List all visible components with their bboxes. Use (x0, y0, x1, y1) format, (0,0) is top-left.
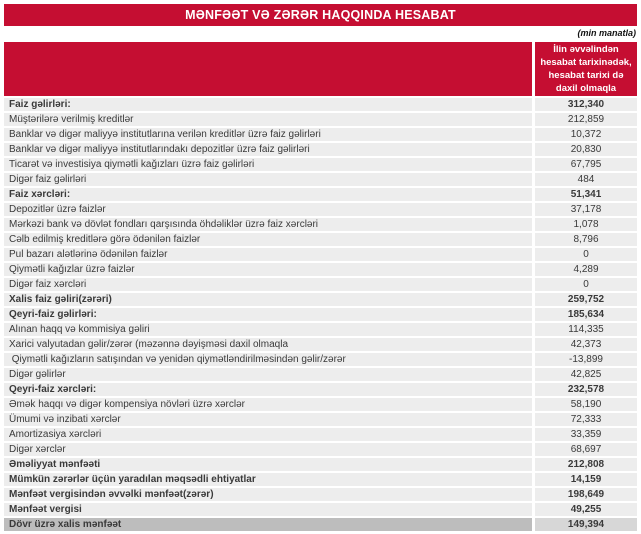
row-value: 484 (535, 173, 637, 186)
row-value: 8,796 (535, 233, 637, 246)
row-label: Qiymətli kağızların satışından və yenidən qiymətləndirilməsindən gəlir/zərər (4, 353, 532, 366)
table-row (4, 353, 637, 366)
row-value: 198,649 (535, 488, 637, 501)
row-label: Xarici valyutadan gəlir/zərər (məzənnə dəyişməsi daxil olmaqla (4, 338, 532, 351)
row-value: 20,830 (535, 143, 637, 156)
row-label: Qeyri-faiz gəlirləri: (4, 308, 532, 321)
row-value: 14,159 (535, 473, 637, 486)
row-value: -13,899 (535, 353, 637, 366)
row-label: Banklar və digər maliyyə institutlarına verilən kreditlər üzrə faiz gəlirləri (4, 128, 532, 141)
table-row (4, 263, 637, 276)
row-label: Digər faiz xərcləri (4, 278, 532, 291)
row-value: 42,825 (535, 368, 637, 381)
report-title-bar (4, 4, 637, 26)
table-row (4, 428, 637, 441)
row-label: Mənfəət vergisi (4, 503, 532, 516)
row-value: 67,795 (535, 158, 637, 171)
row-label: Mənfəət vergisindən əvvəlki mənfəət(zərər) (4, 488, 532, 501)
table-row (4, 323, 637, 336)
table-row (4, 308, 637, 321)
row-value: 58,190 (535, 398, 637, 411)
row-value: 312,340 (535, 98, 637, 111)
table-row (4, 398, 637, 411)
table-row (4, 413, 637, 426)
table-row (4, 143, 637, 156)
table-row (4, 383, 637, 396)
row-label: Cəlb edilmiş kreditlərə görə ödənilən faizlər (4, 233, 532, 246)
table-row (4, 218, 637, 231)
row-value: 37,178 (535, 203, 637, 216)
row-label: Digər xərclər (4, 443, 532, 456)
table-header-row (4, 42, 637, 96)
table-row (4, 278, 637, 291)
row-value: 212,859 (535, 113, 637, 126)
row-label: Ticarət və investisiya qiymətli kağızları üzrə faiz gəlirləri (4, 158, 532, 171)
unit-note: (min manatla) (577, 28, 636, 38)
table-row (4, 128, 637, 141)
page-title: MƏNFƏƏT VƏ ZƏRƏR HAQQINDA HESABAT (185, 8, 456, 22)
row-value: 0 (535, 278, 637, 291)
table-row (4, 518, 637, 531)
report-table (4, 42, 637, 533)
row-label: Müştərilərə verilmiş kreditlər (4, 113, 532, 126)
table-row (4, 338, 637, 351)
row-label: Digər faiz gəlirləri (4, 173, 532, 186)
row-label: Mümkün zərərlər üçün yaradılan məqsədli ehtiyatlar (4, 473, 532, 486)
row-label: Qiymətli kağızlar üzrə faizlər (4, 263, 532, 276)
row-label: Banklar və digər maliyyə institutlarındakı depozitlər üzrə faiz gəlirləri (4, 143, 532, 156)
table-row (4, 368, 637, 381)
header-value-cell: İlin əvvəlindən hesabat tarixinədək, hesabat tarixi də daxil olmaqla (535, 42, 637, 96)
row-label: Faiz xərcləri: (4, 188, 532, 201)
row-label: Pul bazarı alətlərinə ödənilən faizlər (4, 248, 532, 261)
table-row (4, 473, 637, 486)
row-value: 212,808 (535, 458, 637, 471)
row-label: Amortizasiya xərcləri (4, 428, 532, 441)
row-label: Xalis faiz gəliri(zərəri) (4, 293, 532, 306)
row-label: Qeyri-faiz xərcləri: (4, 383, 532, 396)
row-value: 42,373 (535, 338, 637, 351)
row-value: 51,341 (535, 188, 637, 201)
row-value: 185,634 (535, 308, 637, 321)
row-value: 259,752 (535, 293, 637, 306)
row-value: 114,335 (535, 323, 637, 336)
row-label: Depozitlər üzrə faizlər (4, 203, 532, 216)
row-label: Ümumi və inzibati xərclər (4, 413, 532, 426)
table-row (4, 113, 637, 126)
table-row (4, 233, 637, 246)
table-row (4, 203, 637, 216)
table-rows (4, 98, 637, 531)
table-row (4, 458, 637, 471)
row-value: 1,078 (535, 218, 637, 231)
table-row (4, 488, 637, 501)
row-label: Digər gəlirlər (4, 368, 532, 381)
row-value: 33,359 (535, 428, 637, 441)
row-label: Əmək haqqı və digər kompensiya növləri üzrə xərclər (4, 398, 532, 411)
row-value: 72,333 (535, 413, 637, 426)
table-row (4, 188, 637, 201)
row-value: 0 (535, 248, 637, 261)
row-label: Faiz gəlirləri: (4, 98, 532, 111)
row-value: 68,697 (535, 443, 637, 456)
header-label-cell (4, 42, 532, 96)
row-value: 4,289 (535, 263, 637, 276)
table-row (4, 443, 637, 456)
table-row (4, 248, 637, 261)
table-row (4, 158, 637, 171)
row-value: 149,394 (535, 518, 637, 531)
table-row (4, 503, 637, 516)
row-value: 49,255 (535, 503, 637, 516)
row-value: 232,578 (535, 383, 637, 396)
row-label: Alınan haqq və kommisiya gəliri (4, 323, 532, 336)
table-row (4, 98, 637, 111)
row-label: Mərkəzi bank və dövlət fondları qarşısında öhdəliklər üzrə faiz xərcləri (4, 218, 532, 231)
table-row (4, 293, 637, 306)
row-value: 10,372 (535, 128, 637, 141)
row-label: Əməliyyat mənfəəti (4, 458, 532, 471)
row-label: Dövr üzrə xalis mənfəət (4, 518, 532, 531)
table-row (4, 173, 637, 186)
